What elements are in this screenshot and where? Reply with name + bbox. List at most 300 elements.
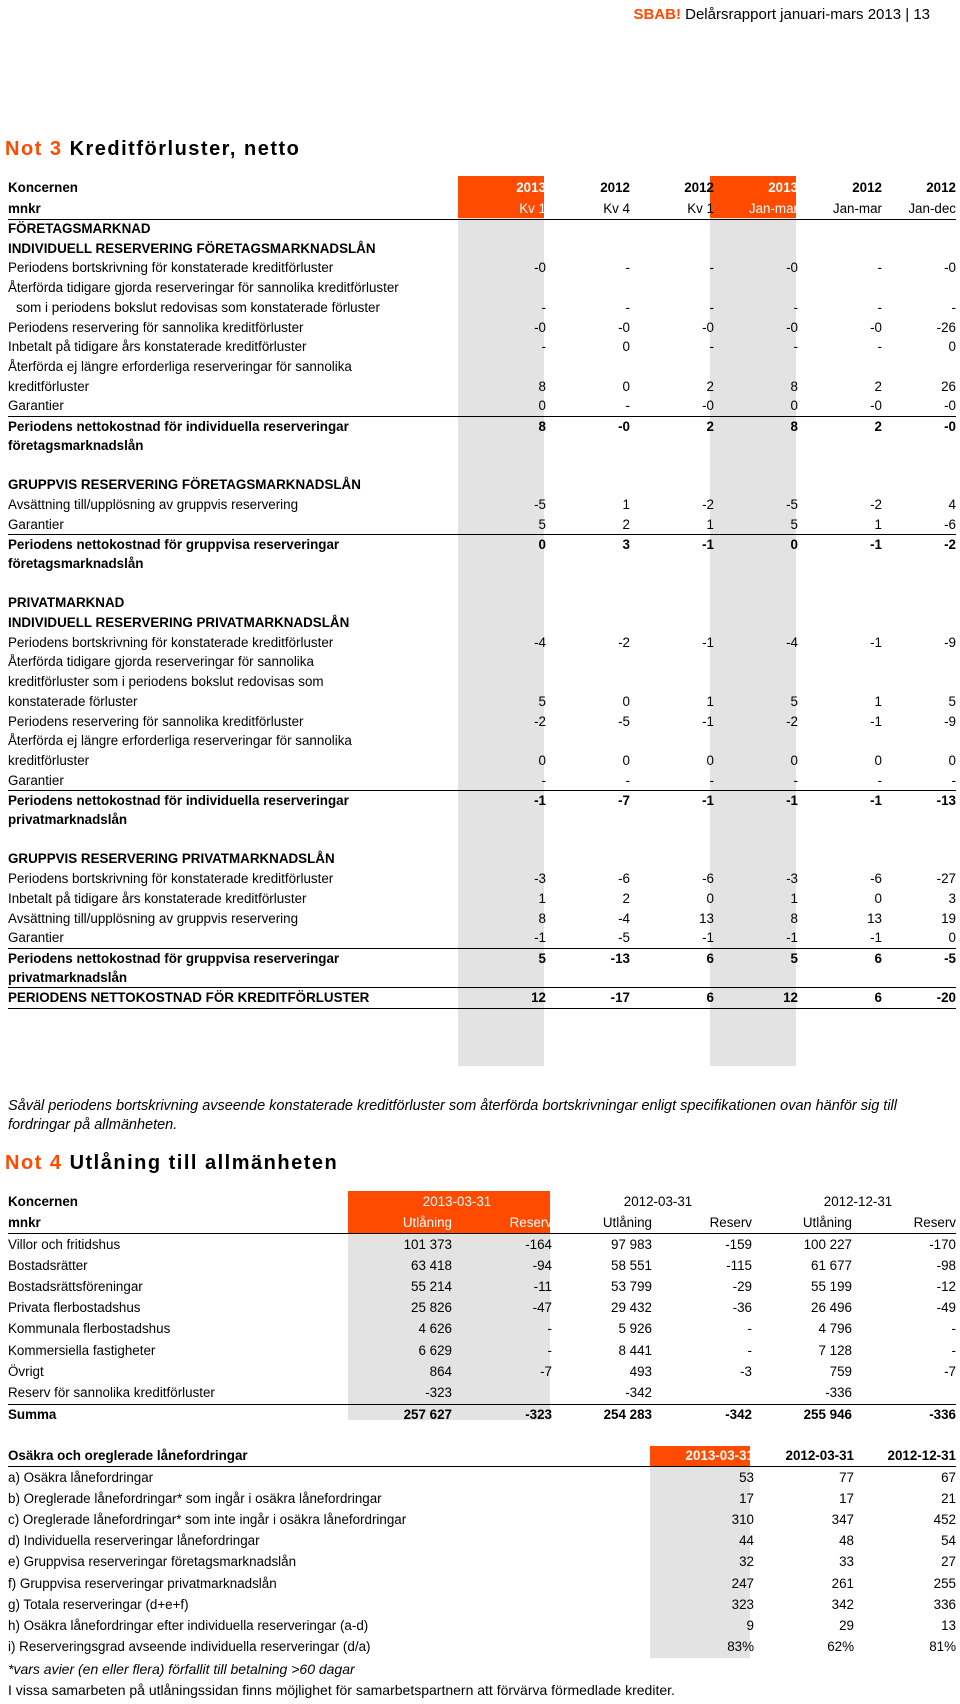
note3-row-value-1: 5 [538, 693, 546, 709]
note3-row-value-3: 1 [706, 693, 714, 709]
note3-row [8, 219, 956, 239]
note3-period-1: Kv 1 [519, 201, 546, 216]
note3-row-value-3: - [709, 260, 714, 276]
osakra-date-3: 2012-12-31 [887, 1448, 956, 1463]
note4-row [8, 1383, 956, 1403]
note3-row [8, 849, 956, 869]
note3-row-label: Periodens reservering för sannolika kreditförluster [8, 713, 304, 729]
note3-row-value-1: -2 [534, 713, 546, 729]
osakra-row-value-2: 342 [831, 1596, 854, 1612]
note4-row-value-2: - [547, 1321, 552, 1337]
note3-row [8, 810, 956, 830]
note3-row-label: Periodens nettokostnad för individuella reserveringar [8, 419, 349, 434]
note4-row-value-6: -49 [936, 1300, 956, 1316]
note3-row-label: kreditförluster [8, 378, 90, 394]
note4-row-value-2: - [547, 1342, 552, 1358]
note3-row [8, 278, 956, 298]
note3-row-value-5: -1 [870, 793, 882, 809]
note4-header-dates [8, 1192, 956, 1212]
note3-row [8, 239, 956, 259]
note3-row-value-3: 6 [706, 990, 714, 1006]
note4-row [8, 1319, 956, 1339]
note3-row-value-2: - [625, 260, 630, 276]
note4-row-value-6: -12 [936, 1279, 956, 1295]
note3-year-2: 2012 [600, 180, 630, 195]
note3-row-value-6: -6 [944, 516, 956, 532]
note3-row-label: Periodens bortskrivning för konstaterade kreditförluster [8, 634, 334, 650]
note3-row-value-1: 5 [538, 950, 546, 966]
note3-row-value-5: -1 [870, 930, 882, 946]
note3-year-4: 2013 [768, 180, 798, 195]
note3-row-label: Garantier [8, 930, 64, 946]
note3-period-2: Kv 4 [603, 201, 630, 216]
note3-period-4: Jan-mar [748, 201, 798, 216]
note3-row-value-3: -0 [702, 398, 714, 414]
note3-row [8, 534, 956, 555]
note3-row-label: Periodens nettokostnad för gruppvisa reserveringar [8, 950, 340, 966]
note3-row-label: privatmarknadslån [8, 969, 128, 985]
note3-row-value-5: 2 [874, 378, 882, 394]
note4-row-value-5: 26 496 [811, 1300, 852, 1316]
osakra-row [8, 1574, 956, 1594]
note3-row-value-5: - [877, 339, 882, 355]
note3-row-label: Periodens nettokostnad för gruppvisa reserveringar [8, 537, 340, 553]
note4-row-value-1: 55 214 [411, 1279, 452, 1295]
note3-row-value-6: 26 [941, 378, 956, 394]
note3-row-value-4: -0 [786, 260, 798, 276]
note4-row-value-2: -94 [532, 1258, 552, 1274]
note3-row-value-2: - [625, 398, 630, 414]
note3-row-value-3: 2 [706, 419, 714, 434]
note3-row [8, 416, 956, 437]
note4-row-value-6: -98 [936, 1258, 956, 1274]
note3-row [8, 357, 956, 377]
osakra-row [8, 1616, 956, 1636]
note3-row-value-6: 3 [948, 890, 956, 906]
note4-row-value-5: -336 [825, 1384, 852, 1400]
osakra-row-value-2: 29 [839, 1617, 854, 1633]
note3-row-value-4: 5 [790, 516, 798, 532]
osakra-row-label: d) Individuella reserveringar lånefordringar [8, 1533, 260, 1549]
note3-row [8, 731, 956, 751]
note3-row-value-4: 0 [790, 398, 798, 414]
note4-row-label: Kommunala flerbostadshus [8, 1321, 171, 1337]
osakra-row-label: h) Osäkra lånefordringar efter individuella reserveringar (a-d) [8, 1617, 369, 1633]
osakra-row-value-3: 255 [933, 1575, 956, 1591]
note3-row-label: som i periodens bokslut redovisas som konstaterade förluster [16, 299, 380, 315]
note4-row-value-6: -336 [929, 1406, 956, 1422]
note3-row-value-6: 0 [948, 930, 956, 946]
osakra-row-value-1: 32 [739, 1554, 754, 1570]
note3-number: Not 3 [5, 138, 63, 160]
note3-row [8, 318, 956, 338]
note3-row-value-5: 1 [874, 693, 882, 709]
note3-row [8, 613, 956, 633]
osakra-row-value-2: 17 [839, 1491, 854, 1507]
note3-row-value-5: -0 [870, 319, 882, 335]
note4-row-value-3: 254 283 [603, 1406, 652, 1422]
note4-row-label: Reserv för sannolika kreditförluster [8, 1384, 215, 1400]
note3-row [8, 869, 956, 889]
note3-footnote: Såväl periodens bortskrivning avseende konstaterade kreditförluster som återförda bortskrivningar enligt specifikationen ovan hänför sig till fordringar på allmänheten. [8, 1098, 898, 1133]
note4-row [8, 1404, 956, 1425]
note3-row-value-2: 2 [622, 890, 630, 906]
note4-row-value-5: 759 [829, 1363, 852, 1379]
note4-heading: Utlåning till allmänheten [69, 1152, 339, 1174]
note4-row-value-5: 255 946 [803, 1406, 852, 1422]
note4-row-label: Summa [8, 1406, 57, 1422]
note3-row-value-3: -1 [702, 537, 714, 553]
note3-row-value-3: -2 [702, 496, 714, 512]
note3-row-value-2: 0 [622, 339, 630, 355]
note3-header-years [8, 178, 956, 198]
note3-row [8, 987, 956, 1009]
note3-row-value-1: 8 [538, 910, 546, 926]
note3-row-value-1: 0 [538, 752, 546, 768]
note4-row-value-3: 5 926 [618, 1321, 652, 1337]
note4-row [8, 1277, 956, 1297]
note3-row [8, 672, 956, 692]
note3-row-value-1: -3 [534, 871, 546, 887]
note3-row-value-6: -27 [936, 871, 956, 887]
note3-row-value-4: -4 [786, 634, 798, 650]
note3-row-value-2: -13 [610, 950, 630, 966]
note3-row [8, 298, 956, 318]
note3-row-value-2: 2 [622, 516, 630, 532]
osakra-row-label: c) Oreglerade lånefordringar* som inte ingår i osäkra lånefordringar [8, 1512, 407, 1528]
note3-row-value-5: -6 [870, 871, 882, 887]
osakra-row [8, 1531, 956, 1551]
osakra-row [8, 1595, 956, 1615]
note4-row-value-4: -159 [725, 1237, 752, 1252]
note3-row-value-1: -0 [534, 319, 546, 335]
note4-row-value-4: -115 [726, 1258, 752, 1274]
note3-row-value-2: - [625, 299, 630, 315]
note3-row-value-4: 8 [790, 378, 798, 394]
note3-row-value-4: -1 [786, 793, 798, 809]
note3-row-value-5: 13 [867, 910, 882, 926]
osakra-row-value-3: 27 [941, 1554, 956, 1570]
note3-row-value-3: -1 [702, 793, 714, 809]
note3-row-value-5: 1 [874, 516, 882, 532]
note3-row-label: privatmarknadslån [8, 812, 128, 827]
note3-row-label: Inbetalt på tidigare års konstaterade kreditförluster [8, 890, 307, 906]
note3-header-periods [8, 199, 956, 220]
note3-row-value-2: -6 [618, 871, 630, 887]
note3-row-value-4: -0 [786, 319, 798, 335]
note3-row-value-1: 12 [531, 990, 546, 1006]
note4-row-value-1: 25 826 [411, 1300, 452, 1316]
note4-row [8, 1235, 956, 1255]
note4-row [8, 1362, 956, 1382]
osakra-row-value-1: 17 [739, 1491, 754, 1507]
note4-date-2: 2012-03-31 [623, 1194, 693, 1209]
note3-row [8, 515, 956, 535]
note3-row-value-4: -1 [786, 930, 798, 946]
note3-row-value-5: -1 [870, 537, 882, 553]
note3-heading: Kreditförluster, netto [69, 138, 301, 160]
page-header [633, 6, 930, 23]
osakra-row-value-2: 347 [831, 1512, 854, 1528]
note3-row-value-2: -0 [618, 319, 630, 335]
note4-unit-label: mnkr [8, 1215, 41, 1230]
note3-row [8, 337, 956, 357]
note3-row-value-2: -5 [618, 930, 630, 946]
note4-row-value-2: -7 [540, 1363, 552, 1379]
header-separator: | [905, 6, 910, 23]
note3-row-value-1: - [541, 339, 546, 355]
note3-row-value-6: -5 [944, 950, 956, 966]
note3-row-value-1: -1 [534, 930, 546, 946]
note4-row [8, 1341, 956, 1361]
note3-row-value-3: - [709, 339, 714, 355]
note3-row-label: Periodens bortskrivning för konstaterade kreditförluster [8, 260, 334, 276]
note3-row [8, 554, 956, 574]
note3-row-value-6: -9 [944, 713, 956, 729]
note4-row-value-5: 4 796 [818, 1321, 852, 1337]
note3-period-3: Kv 1 [687, 201, 714, 216]
note3-row-value-4: 12 [783, 990, 798, 1006]
note3-row [8, 377, 956, 397]
note4-row-value-2: -164 [525, 1237, 552, 1252]
note4-row-value-3: 97 983 [611, 1237, 652, 1252]
note3-row-value-5: -2 [870, 496, 882, 512]
note3-row-value-3: -1 [702, 634, 714, 650]
osakra-row-value-3: 336 [933, 1596, 956, 1612]
note3-row-value-1: 0 [538, 398, 546, 414]
note4-row-value-3: 29 432 [611, 1300, 652, 1316]
osakra-row-value-2: 261 [831, 1575, 854, 1591]
note4-row-value-3: 8 441 [618, 1342, 652, 1358]
note4-row-value-2: -47 [532, 1300, 552, 1316]
note3-row-label: Garantier [8, 516, 64, 532]
report-title: Delårsrapport januari-mars 2013 [685, 6, 902, 23]
note3-row-value-3: -6 [702, 871, 714, 887]
note3-row-value-2: -17 [610, 990, 630, 1006]
note3-row-value-6: 0 [948, 339, 956, 355]
note3-row-value-1: 8 [538, 419, 546, 434]
osakra-row-value-3: 21 [941, 1491, 956, 1507]
osakra-row-value-2: 62% [827, 1638, 854, 1654]
note3-row-value-2: -0 [618, 419, 630, 434]
note3-row-label: Återförda tidigare gjorda reserveringar för sannolika kreditförluster [8, 280, 399, 296]
note3-row-value-5: -1 [870, 634, 882, 650]
note3-row-value-5: - [877, 260, 882, 276]
note3-row-value-2: 0 [622, 378, 630, 394]
note4-row-value-6: -7 [944, 1363, 956, 1379]
note3-period-6: Jan-dec [908, 201, 956, 216]
osakra-row-value-3: 81% [929, 1638, 956, 1654]
note4-row-label: Kommersiella fastigheter [8, 1342, 156, 1358]
note3-row-label: PRIVATMARKNAD [8, 595, 125, 611]
note3-row-value-3: - [709, 299, 714, 315]
note3-row-value-2: 1 [622, 496, 630, 512]
note3-row-value-5: -0 [870, 398, 882, 414]
note3-row-value-4: 0 [790, 537, 798, 553]
note3-row-value-2: 0 [622, 693, 630, 709]
brand-logo: SBAB! [633, 6, 681, 23]
note3-year-6: 2012 [926, 180, 956, 195]
osakra-row [8, 1489, 956, 1509]
note4-row-value-1: -323 [425, 1384, 452, 1400]
note3-row-value-1: 0 [538, 537, 546, 553]
note3-row-value-5: -1 [870, 713, 882, 729]
note4-row-label: Bostadsrättsföreningar [8, 1279, 143, 1295]
note3-row-value-1: -5 [534, 496, 546, 512]
note3-row-label: Återförda ej längre erforderliga reserveringar för sannolika [8, 733, 352, 749]
osakra-row-label: e) Gruppvisa reserveringar företagsmarknadslån [8, 1554, 297, 1570]
note3-row-label: INDIVIDUELL RESERVERING FÖRETAGSMARKNADSLÅN [8, 240, 376, 256]
note3-row-value-1: -0 [534, 260, 546, 276]
note3-row [8, 790, 956, 811]
note3-title [5, 138, 300, 161]
note3-row [8, 928, 956, 948]
note3-row-label: konstaterade förluster [8, 693, 138, 709]
note3-row-value-2: -7 [618, 793, 630, 809]
note3-row [8, 751, 956, 771]
note3-row [8, 948, 956, 969]
note3-row-value-2: - [625, 772, 630, 788]
note3-row-value-1: -4 [534, 634, 546, 650]
note3-row-label: FÖRETAGSMARKNAD [8, 221, 151, 236]
note4-number: Not 4 [5, 1152, 63, 1174]
note3-row-label: PERIODENS NETTOKOSTNAD FÖR KREDITFÖRLUSTER [8, 990, 370, 1006]
note3-row-value-1: 5 [538, 516, 546, 532]
page-number: 13 [913, 6, 930, 23]
note4-row-value-3: 53 799 [611, 1279, 652, 1295]
note3-row-value-3: 0 [706, 752, 714, 768]
note3-row-value-6: -0 [944, 260, 956, 276]
note4-row-value-2: -11 [533, 1279, 552, 1295]
note4-row [8, 1256, 956, 1276]
osakra-row-value-3: 54 [941, 1533, 956, 1549]
note3-row-value-6: -20 [936, 990, 956, 1006]
note3-row-value-6: 5 [948, 693, 956, 709]
note3-row-label: Garantier [8, 398, 64, 414]
footer-text: I vissa samarbeten på utlåningssidan finns möjlighet för samarbetspartnern att förvärva förmedlade krediter. [8, 1682, 675, 1698]
note3-unit-label: mnkr [8, 201, 41, 216]
note4-row-value-1: 4 626 [418, 1321, 452, 1337]
note3-row-value-4: 8 [790, 419, 798, 434]
note4-row-value-5: 100 227 [803, 1237, 852, 1252]
note3-row-value-1: 8 [538, 378, 546, 394]
osakra-row [8, 1552, 956, 1572]
osakra-row-value-2: 48 [839, 1533, 854, 1549]
note3-row-value-4: - [793, 339, 798, 355]
note4-row-value-4: - [747, 1342, 752, 1358]
osakra-row-label: b) Oreglerade lånefordringar* som ingår i osäkra lånefordringar [8, 1491, 382, 1507]
note3-row [8, 475, 956, 495]
osakra-row-value-2: 33 [839, 1554, 854, 1570]
note3-row-value-6: -9 [944, 634, 956, 650]
note4-row-value-4: -3 [740, 1363, 752, 1379]
note3-row-value-5: 6 [874, 990, 882, 1006]
note3-row-value-4: 8 [790, 910, 798, 926]
osakra-row-value-1: 310 [731, 1512, 754, 1528]
note4-row-value-3: 493 [629, 1363, 652, 1379]
note3-row [8, 436, 956, 456]
note3-row-value-4: 0 [790, 752, 798, 768]
note3-row [8, 396, 956, 416]
note4-row [8, 1298, 956, 1318]
note3-row-value-3: 13 [699, 910, 714, 926]
note4-row-value-2: -323 [525, 1406, 552, 1422]
note4-row-value-1: 6 629 [418, 1342, 452, 1358]
note3-row [8, 574, 956, 594]
note3-row [8, 633, 956, 653]
note3-year-5: 2012 [852, 180, 882, 195]
note3-row-value-5: - [877, 299, 882, 315]
note4-row-value-1: 101 373 [403, 1237, 452, 1252]
note3-row [8, 495, 956, 515]
note3-row-value-4: -3 [786, 871, 798, 887]
note3-row-label: GRUPPVIS RESERVERING PRIVATMARKNADSLÅN [8, 851, 335, 867]
osakra-row-label: f) Gruppvisa reserveringar privatmarknadslån [8, 1575, 277, 1591]
note4-header-subcols [8, 1213, 956, 1234]
note4-row-value-3: -342 [625, 1384, 652, 1400]
note4-row-value-6: - [951, 1342, 956, 1358]
osakra-title: Osäkra och oreglerade lånefordringar [8, 1448, 248, 1463]
note4-date-3: 2012-12-31 [823, 1194, 893, 1209]
note3-row-value-2: -5 [618, 713, 630, 729]
note4-subcol-3: Utlåning [602, 1215, 652, 1230]
note3-row-value-2: 3 [622, 537, 630, 553]
note3-row-value-5: 6 [874, 950, 882, 966]
note3-row-value-3: -1 [702, 930, 714, 946]
osakra-footnote: *vars avier (en eller flera) förfallit till betalning >60 dagar [8, 1661, 355, 1677]
osakra-row [8, 1637, 956, 1657]
osakra-row-label: g) Totala reserveringar (d+e+f) [8, 1596, 189, 1612]
note3-row-label: Återförda ej längre erforderliga reserveringar för sannolika [8, 358, 352, 374]
note4-row-value-5: 7 128 [818, 1342, 852, 1358]
note3-row [8, 889, 956, 909]
note3-row [8, 258, 956, 278]
note4-subcol-5: Utlåning [802, 1215, 852, 1230]
note3-row-label: Garantier [8, 772, 64, 788]
note3-row-value-6: -26 [936, 319, 956, 335]
note3-row-value-4: -5 [786, 496, 798, 512]
note3-row [8, 712, 956, 732]
note3-row-value-3: 6 [706, 950, 714, 966]
note4-title [5, 1152, 338, 1175]
note3-row [8, 652, 956, 672]
note3-row-label: Inbetalt på tidigare års konstaterade kreditförluster [8, 339, 307, 355]
note3-row-value-4: -2 [786, 713, 798, 729]
note4-row-value-1: 257 627 [403, 1406, 452, 1422]
note4-subcol-2: Reserv [509, 1215, 552, 1230]
note3-row [8, 593, 956, 613]
note3-row [8, 771, 956, 791]
note3-year-1: 2013 [516, 180, 546, 195]
osakra-row-value-1: 9 [746, 1617, 754, 1633]
osakra-row-value-3: 67 [941, 1470, 956, 1485]
note3-row [8, 455, 956, 475]
osakra-row-value-1: 323 [731, 1596, 754, 1612]
note3-row-value-1: - [541, 299, 546, 315]
note3-row [8, 909, 956, 929]
note3-row-value-6: -2 [944, 537, 956, 553]
osakra-row [8, 1468, 956, 1488]
note4-row-value-1: 864 [429, 1363, 452, 1379]
note4-subcol-6: Reserv [913, 1215, 956, 1230]
note3-row-value-6: 19 [941, 910, 956, 926]
osakra-row-value-3: 452 [933, 1512, 956, 1528]
note3-row [8, 968, 956, 988]
osakra-date-2: 2012-03-31 [785, 1448, 854, 1463]
note4-date-1: 2013-03-31 [422, 1194, 492, 1209]
note3-row-label: Periodens bortskrivning för konstaterade kreditförluster [8, 871, 334, 887]
osakra-row-value-3: 13 [941, 1617, 956, 1633]
